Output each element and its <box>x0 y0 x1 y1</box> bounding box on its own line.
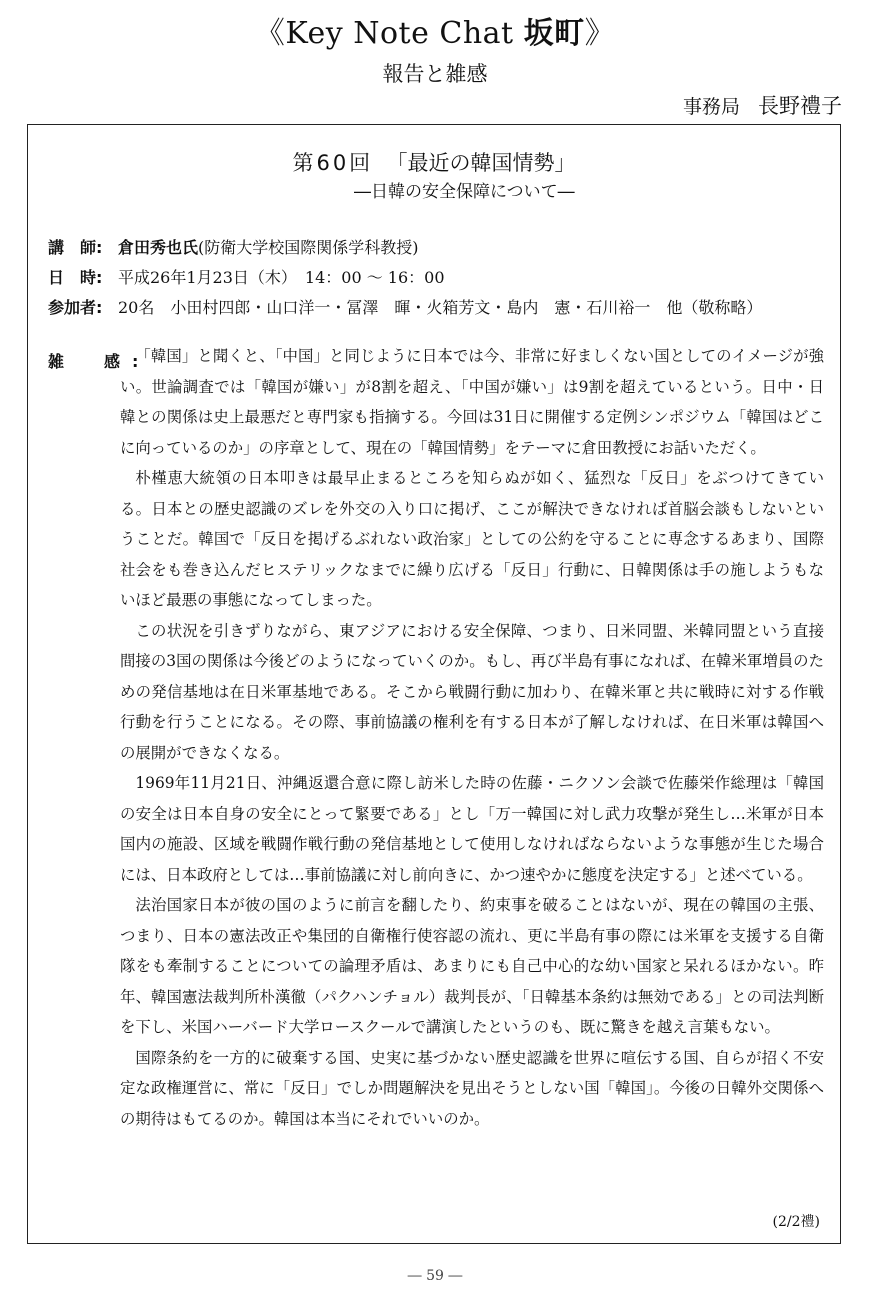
impression-body <box>120 341 824 1134</box>
session-topic: 「最近の韓国情勢」 <box>386 151 576 175</box>
session-subtitle: ―日韓の安全保障について― <box>354 182 575 202</box>
author-name: 長野禮子 <box>758 94 842 118</box>
title-kanji: 坂町 <box>523 16 585 51</box>
page-number: ― 59 ― <box>407 1268 463 1284</box>
lecturer-row <box>48 235 419 258</box>
date-label: 日 時: <box>48 268 103 287</box>
author-line <box>683 90 842 120</box>
lecturer-affiliation: (防衛大学校国際関係学科教授) <box>198 238 419 257</box>
author-role: 事務局 <box>682 96 740 118</box>
paragraph: 1969年11月21日、沖縄返還合意に際し訪米した時の佐藤・ニクソン会談で佐藤栄作総理は「韓国の安全は日本自身の安全にとって緊要である」とし「万一韓国に対し武力攻撃が発生し…米軍が日本国内の施設、区域を戦闘作戦行動の発信基地として使用しなければならないような事態が生じた場合には、日本政府としては…事前協議に対し前向きに、かつ速やかに態度を決定する」と述べている。 <box>120 774 824 884</box>
title-open: 《Key Note Chat <box>254 16 524 51</box>
signature: (2/2禮) <box>772 1214 820 1230</box>
session-number: 第60回 <box>292 151 374 175</box>
paragraph: 「韓国」と聞くと、「中国」と同じように日本では今、非常に好ましくない国としてのイメージが強い。世論調査では「韓国が嫌い」が8割を超え、「中国が嫌い」は9割を超えているという。日中・日韓との関係は史上最悪だと専門家も指摘する。今回は31日に開催する定例シンポジウム「韓国はどこに向っているのか」の序章として、現在の「韓国情勢」をテーマに倉田教授にお話いただく。 <box>120 347 824 457</box>
lecturer-label: 講 師: <box>48 238 103 257</box>
lecturer-name: 倉田秀也氏 <box>118 238 199 257</box>
title-close: 》 <box>584 16 616 51</box>
paragraph: 国際条約を一方的に破棄する国、史実に基づかない歴史認識を世界に喧伝する国、自らが招く不安定な政権運営に、常に「反日」でしか問題解決を見出そうとしない国「韓国」。今後の日韓外交関係への期待はもてるのか。韓国は本当にそれでいいのか。 <box>120 1048 824 1128</box>
date-row <box>48 265 445 288</box>
page-title <box>0 8 870 52</box>
page-subtitle: 報告と雑感 <box>382 62 488 86</box>
report-box <box>27 124 841 1244</box>
attendees-row <box>48 295 762 318</box>
paragraph: この状況を引きずりながら、東アジアにおける安全保障、つまり、日米同盟、米韓同盟という直接間接の3国の関係は今後どのようになっていくのか。もし、再び半島有事になれば、在韓米軍増員のための発信基地は在日米軍基地である。そこから戦闘行動に加わり、在韓米軍と共に戦時に対する作戦行動を行うことになる。その際、事前協議の権利を有する日本が了解しなければ、在日米軍は韓国への展開ができなくなる。 <box>120 621 824 762</box>
attendees-label: 参加者: <box>48 298 103 317</box>
paragraph: 法治国家日本が彼の国のように前言を翻したり、約束事を破ることはないが、現在の韓国の主張、つまり、日本の憲法改正や集団的自衛権行使容認の流れ、更に半島有事の際には米軍を支援する自衛隊をも牽制することについての論理矛盾は、あまりにも自己中心的な幼い国家と呆れるほかない。昨年、韓国憲法裁判所朴漢徹（パクハンチョル）裁判長が、「日韓基本条約は無効である」との司法判断を下し、米国ハーバード大学ロースクールで講演したというのも、既に驚きを越え言葉もない。 <box>120 896 824 1036</box>
impression-label: 雑 感: <box>48 352 151 371</box>
attendees-value: 20名 小田村四郎・山口洋一・冨澤 暉・火箱芳文・島内 憲・石川裕一 他（敬称略） <box>118 298 763 317</box>
paragraph: 朴槿恵大統領の日本叩きは最早止まるところを知らぬが如く、猛烈な「反日」をぶつけてきている。日本との歴史認識のズレを外交の入り口に掲げ、ここが解決できなければ首脳会談もしないということだ。韓国で「反日を掲げるぶれない政治家」としての公約を守ることに専念するあまり、国際社会をも巻き込んだヒステリックなまでに繰り広げる「反日」行動に、日韓関係は手の施しようもないほど最悪の事態になってしまった。 <box>120 469 824 609</box>
session-title <box>28 147 840 177</box>
date-value: 平成26年1月23日（木） 14：00 ～ 16：00 <box>118 268 445 287</box>
